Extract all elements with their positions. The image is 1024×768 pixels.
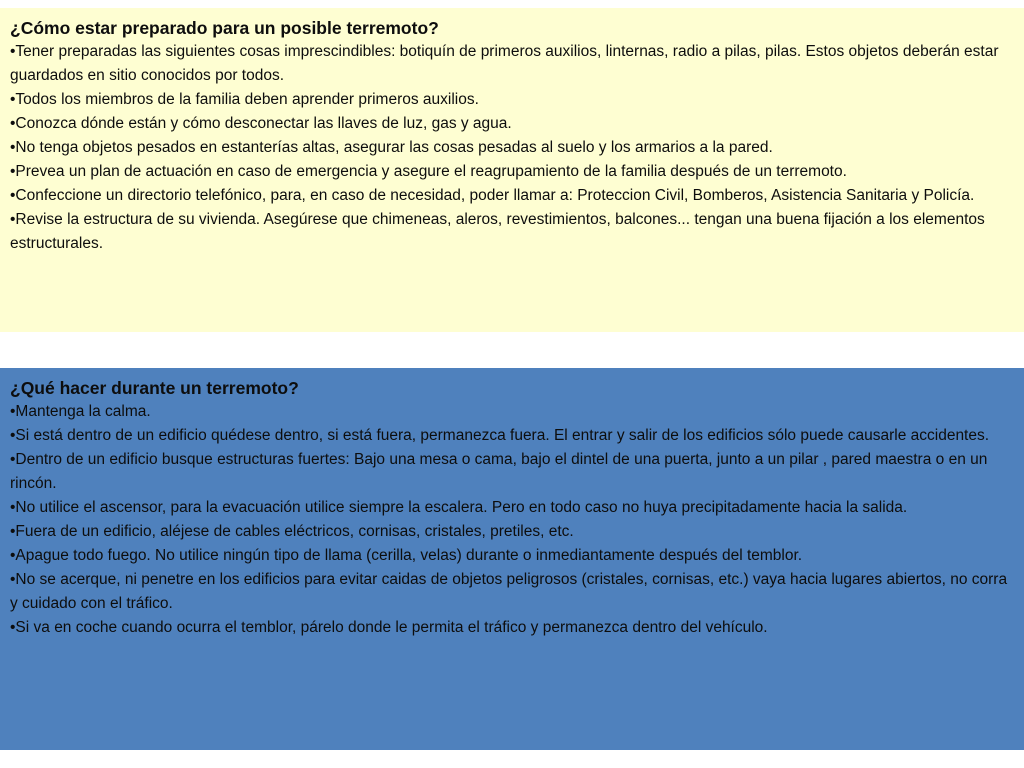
during-earthquake-panel — [0, 368, 1024, 750]
preparation-title: ¿Cómo estar preparado para un posible terremoto? — [10, 18, 439, 38]
preparation-item: •Confeccione un directorio telefónico, para, en caso de necesidad, poder llamar a: Proteccion Civil, Bomberos, Asistencia Sanitaria y Policía. — [10, 187, 975, 204]
during-title: ¿Qué hacer durante un terremoto? — [10, 378, 299, 398]
during-item: •No se acerque, ni penetre en los edificios para evitar caidas de objetos peligrosos (cristales, cornisas, etc.) vaya hacia lugares abiertos, no corra y cuidado con el tráfico. — [10, 571, 1008, 612]
during-item: •Si está dentro de un edificio quédese dentro, si está fuera, permanezca fuera. El entrar y salir de los edificios sólo puede causarle accidentes. — [10, 427, 990, 444]
during-item: •Fuera de un edificio, aléjese de cables eléctricos, cornisas, cristales, pretiles, etc. — [10, 523, 574, 540]
preparation-item: •Revise la estructura de su vivienda. Asegúrese que chimeneas, aleros, revestimientos, balcones... tengan una buena fijación a los elementos estructurales. — [10, 211, 985, 252]
preparation-list — [10, 40, 1012, 256]
preparation-item: •Todos los miembros de la familia deben aprender primeros auxilios. — [10, 91, 479, 108]
preparation-item: •Conozca dónde están y cómo desconectar las llaves de luz, gas y agua. — [10, 115, 512, 132]
preparation-item: •Tener preparadas las siguientes cosas imprescindibles: botiquín de primeros auxilios, linternas, radio a pilas, pilas. Estos objetos deberán estar guardados en sitio conocidos por todos. — [10, 43, 999, 84]
preparation-panel — [0, 8, 1024, 332]
during-list — [10, 400, 1012, 640]
preparation-item: •Prevea un plan de actuación en caso de emergencia y asegure el reagrupamiento de la familia después de un terremoto. — [10, 163, 847, 180]
during-item: •Si va en coche cuando ocurra el temblor, párelo donde le permita el tráfico y permanezca dentro del vehículo. — [10, 619, 768, 636]
during-item: •No utilice el ascensor, para la evacuación utilice siempre la escalera. Pero en todo caso no huya precipitadamente hacia la salida. — [10, 499, 908, 516]
during-item: •Apague todo fuego. No utilice ningún tipo de llama (cerilla, velas) durante o inmediantamente después del temblor. — [10, 547, 803, 564]
preparation-item: •No tenga objetos pesados en estanterías altas, asegurar las cosas pesadas al suelo y los armarios a la pared. — [10, 139, 773, 156]
during-item: •Mantenga la calma. — [10, 403, 151, 420]
during-item: •Dentro de un edificio busque estructuras fuertes: Bajo una mesa o cama, bajo el dintel de una puerta, junto a un pilar , pared maestra o en un rincón. — [10, 451, 988, 492]
